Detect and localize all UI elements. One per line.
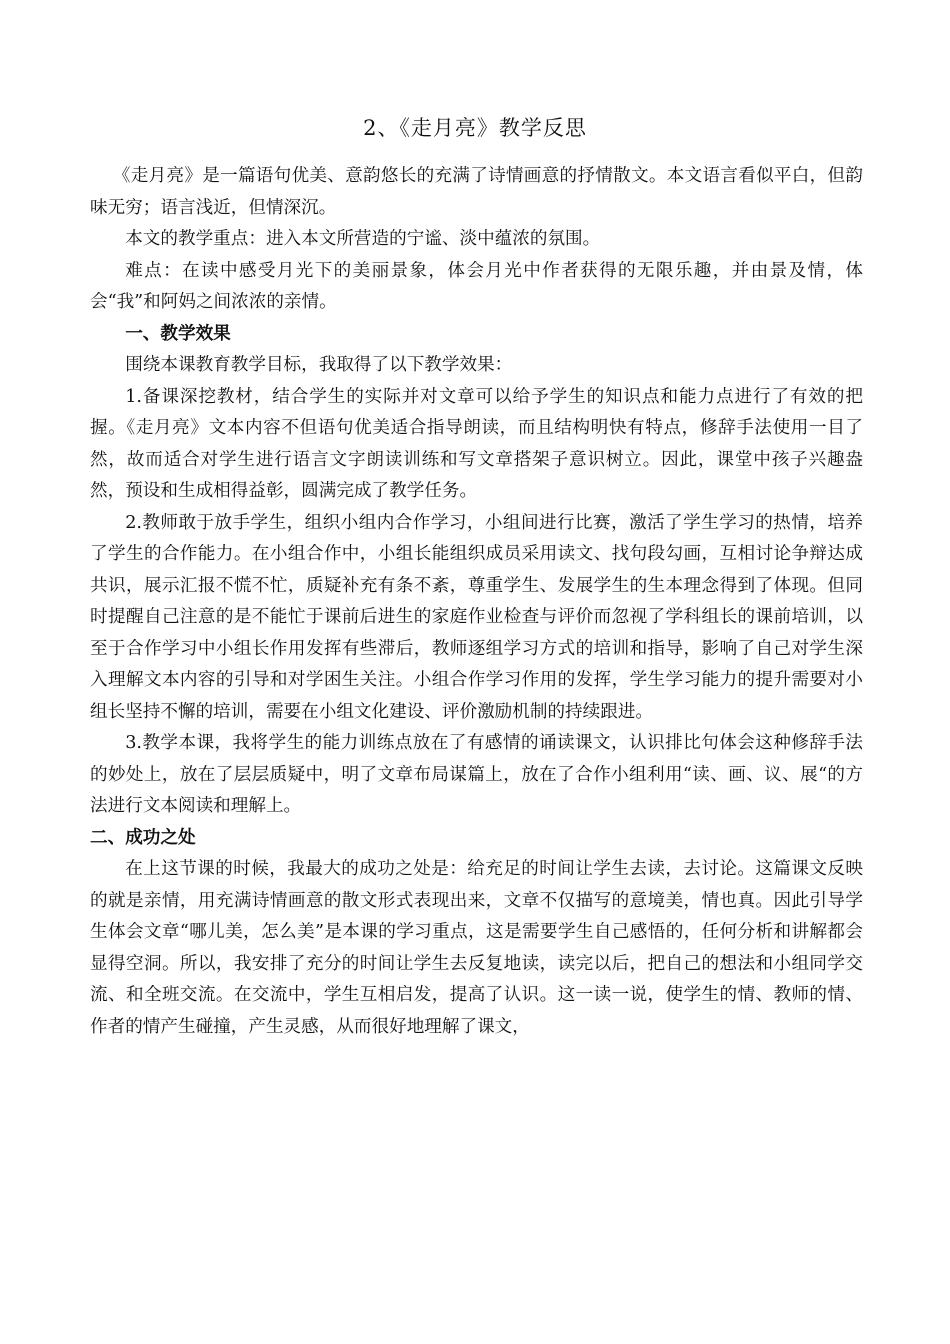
section-heading-success: 二、成功之处: [90, 827, 196, 848]
paragraph-effect-3: 3.教学本课，我将学生的能力训练点放在了有感情的诵读课文，认识排比句体会这种修辞手法的妙处上，放在了层层质疑中，明了文章布局谋篇上，放在了合作小组利用“读、画、议、展“的方法进行文本阅读和理解上。: [90, 733, 863, 816]
document-body: [90, 161, 863, 1043]
paragraph-intro: 《走月亮》是一篇语句优美、意韵悠长的充满了诗情画意的抒情散文。本文语言看似平白，但韵味无穷；语言浅近，但情深沉。: [90, 166, 863, 218]
paragraph-success: 在上这节课的时候，我最大的成功之处是：给充足的时间让学生去读，去讨论。这篇课文反映的就是亲情，用充满诗情画意的散文形式表现出来，文章不仅描写的意境美，情也真。因此引导学生体会文章“哪儿美，怎么美”是本课的学习重点，这是需要学生自己感悟的，任何分析和讲解都会显得空洞。所以，我安排了充分的时间让学生去反复地读，读完以后，把自己的想法和小组同学交流、和全班交流。在交流中，学生互相启发，提高了认识。这一读一说，使学生的情、教师的情、作者的情产生碰撞，产生灵感，从而很好地理解了课文，: [90, 859, 863, 1037]
section-heading-teaching-effect: 一、教学效果: [125, 323, 231, 344]
paragraph-effect-intro: 围绕本课教育教学目标，我取得了以下教学效果：: [125, 355, 513, 375]
paragraph-effect-2: 2.教师敢于放手学生，组织小组内合作学习，小组间进行比赛，激活了学生学习的热情，培养了学生的合作能力。在小组合作中，小组长能组织成员采用读文、找句段勾画，互相讨论争辩达成共识，展示汇报不慌不忙，质疑补充有条不紊，尊重学生、发展学生的生本理念得到了体现。但同时提醒自己注意的是不能忙于课前后进生的家庭作业检查与评价而忽视了学科组长的课前培训，以至于合作学习中小组长作用发挥有些滞后，教师逐组学习方式的培训和指导，影响了自己对学生深入理解文本内容的引导和对学困生关注。小组合作学习作用的发挥，学生学习能力的提升需要对小组长坚持不懈的培训，需要在小组文化建设、评价激励机制的持续跟进。: [90, 512, 863, 722]
document-title: 2、《走月亮》教学反思: [363, 116, 587, 140]
paragraph-key-point: 本文的教学重点：进入本文所营造的宁谧、淡中蕴浓的氛围。: [125, 229, 601, 249]
paragraph-effect-1: 1.备课深挖教材，结合学生的实际并对文章可以给予学生的知识点和能力点进行了有效的把握。《走月亮》文本内容不但语句优美适合指导朗读，而且结构明快有特点，修辞手法使用一目了然，故而适合对学生进行语言文字朗读训练和写文章搭架子意识树立。因此，课堂中孩子兴趣盎然，预设和生成相得益彰，圆满完成了教学任务。: [90, 386, 863, 501]
paragraph-difficulty: 难点：在读中感受月光下的美丽景象，体会月光中作者获得的无限乐趣，并由景及情，体会“我”和阿妈之间浓浓的亲情。: [90, 260, 863, 312]
